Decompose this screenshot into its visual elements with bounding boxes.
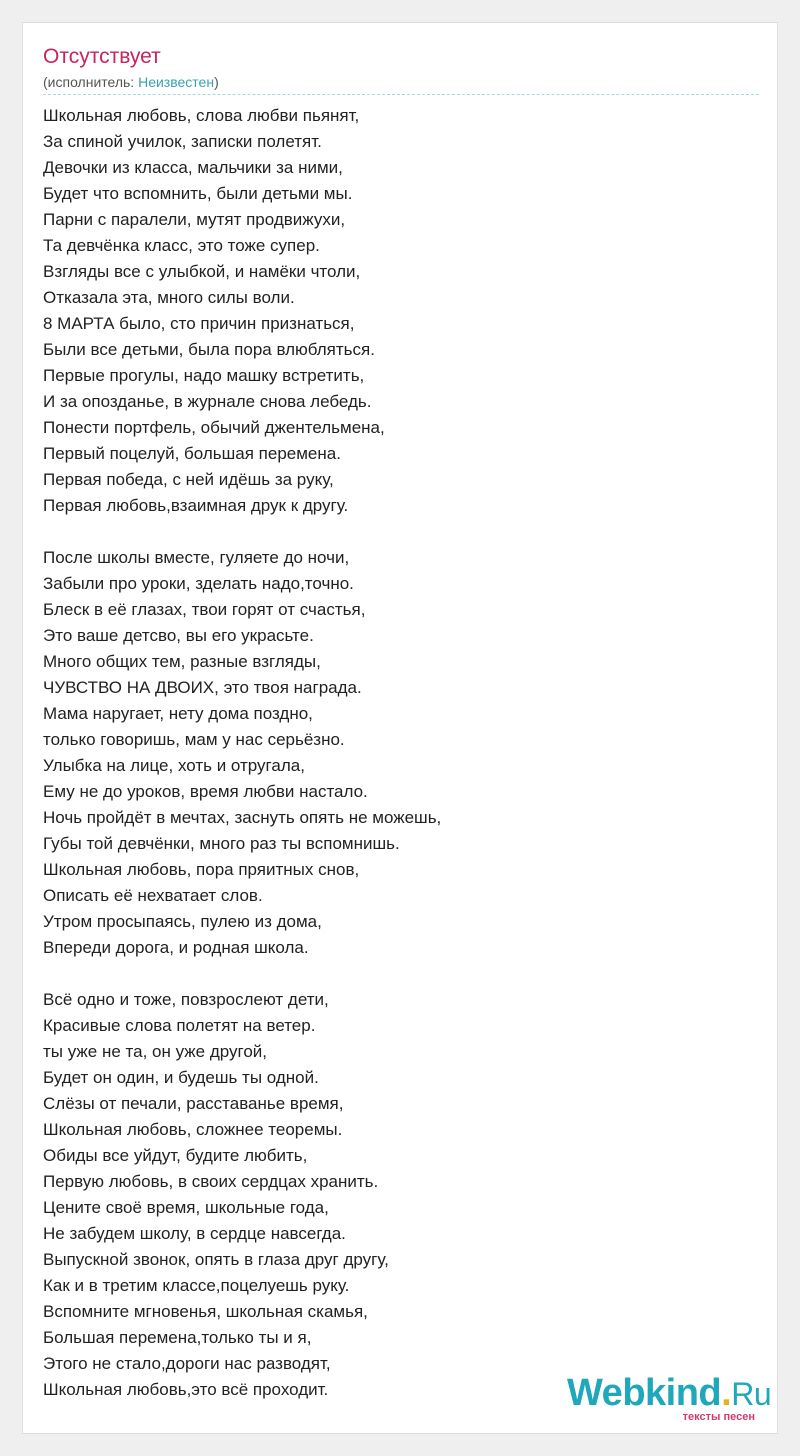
lyric-line: Слёзы от печали, расставанье время, [43, 1094, 344, 1113]
logo-tld: Ru [731, 1376, 772, 1412]
logo-tagline: тексты песен [682, 1411, 755, 1423]
artist-suffix: ) [214, 74, 219, 90]
lyric-line: Цените своё время, школьные года, [43, 1198, 329, 1217]
lyric-line: Та девчёнка класс, это тоже супер. [43, 236, 320, 255]
dashed-divider [43, 94, 759, 95]
lyric-line: Ночь пройдёт в мечтах, заснуть опять не можешь, [43, 808, 442, 827]
lyric-line: Забыли про уроки, зделать надо,точно. [43, 574, 354, 593]
lyric-line: Первая победа, с ней идёшь за руку, [43, 470, 334, 489]
lyric-line: ты уже не та, он уже другой, [43, 1042, 268, 1061]
lyric-line: Отказала эта, много силы воли. [43, 288, 295, 307]
lyric-line: Улыбка на лице, хоть и отругала, [43, 756, 305, 775]
lyric-line: Описать её нехватает слов. [43, 886, 263, 905]
logo-dot: . [721, 1372, 732, 1414]
lyric-line: И за опозданье, в журнале снова лебедь. [43, 392, 372, 411]
lyric-line: Утром просыпаясь, пулею из дома, [43, 912, 322, 931]
lyrics-stanza [43, 103, 759, 519]
lyric-line: 8 МАРТА было, сто причин признаться, [43, 314, 355, 333]
lyric-line: Школьная любовь, сложнее теоремы. [43, 1120, 343, 1139]
lyrics-stanza [43, 987, 759, 1403]
lyric-line: Этого не стало,дороги нас разводят, [43, 1354, 331, 1373]
lyric-line: Всё одно и тоже, повзрослеют дети, [43, 990, 329, 1009]
lyric-line: Школьная любовь, пора пряитных снов, [43, 860, 360, 879]
lyric-line: Школьная любовь,это всё проходит. [43, 1380, 329, 1399]
song-title: Отсутствует [43, 45, 161, 68]
lyric-line: Губы той девчёнки, много раз ты вспомнишь. [43, 834, 400, 853]
webkind-logo[interactable] [567, 1372, 772, 1425]
lyric-line: Будет он один, и будешь ты одной. [43, 1068, 319, 1087]
lyric-line: ЧУВСТВО НА ДВОИХ, это твоя награда. [43, 678, 362, 697]
logo-name: Webkind [567, 1372, 722, 1414]
artist-prefix: (исполнитель: [43, 74, 139, 90]
lyric-line: Первые прогулы, надо машку встретить, [43, 366, 365, 385]
lyric-line: Не забудем школу, в сердце навсегда. [43, 1224, 346, 1243]
lyric-line: Красивые слова полетят на ветер. [43, 1016, 316, 1035]
lyric-line: Ему не до уроков, время любви настало. [43, 782, 368, 801]
lyric-line: Школьная любовь, слова любви пьянят, [43, 106, 360, 125]
lyric-line: Как и в третим классе,поцелуешь руку. [43, 1276, 350, 1295]
lyric-line: Блеск в её глазах, твои горят от счастья, [43, 600, 366, 619]
lyric-line: Были все детьми, была пора влюбляться. [43, 340, 375, 359]
lyric-line: Мама наругает, нету дома поздно, [43, 704, 313, 723]
lyric-line: Девочки из класса, мальчики за ними, [43, 158, 343, 177]
lyric-line: только говоришь, мам у нас серьёзно. [43, 730, 345, 749]
lyric-line: Первая любовь,взаимная друк к другу. [43, 496, 349, 515]
lyric-line: Это ваше детсво, вы его украсьте. [43, 626, 314, 645]
lyric-line: Парни с паралели, мутят продвижухи, [43, 210, 346, 229]
lyric-line: Обиды все уйдут, будите любить, [43, 1146, 308, 1165]
lyric-line: Большая перемена,только ты и я, [43, 1328, 312, 1347]
artist-line [43, 74, 219, 90]
logo-wordmark [567, 1373, 771, 1414]
lyric-line: После школы вместе, гуляете до ночи, [43, 548, 350, 567]
lyric-line: Первую любовь, в своих сердцах хранить. [43, 1172, 379, 1191]
lyric-line: Вспомните мгновенья, школьная скамья, [43, 1302, 368, 1321]
lyrics-card [22, 22, 778, 1434]
lyric-line: Первый поцелуй, большая перемена. [43, 444, 341, 463]
lyric-line: За спиной училок, записки полетят. [43, 132, 322, 151]
artist-link[interactable]: Неизвестен [138, 74, 215, 90]
lyric-line: Выпускной звонок, опять в глаза друг другу, [43, 1250, 389, 1269]
lyric-line: Будет что вспомнить, были детьми мы. [43, 184, 353, 203]
lyrics-stanza [43, 545, 759, 961]
lyric-line: Много общих тем, разные взгляды, [43, 652, 321, 671]
lyric-line: Взгляды все с улыбкой, и намёки чтоли, [43, 262, 361, 281]
lyric-line: Впереди дорога, и родная школа. [43, 938, 309, 957]
lyrics-text [43, 103, 759, 1429]
lyric-line: Понести портфель, обычий джентельмена, [43, 418, 385, 437]
